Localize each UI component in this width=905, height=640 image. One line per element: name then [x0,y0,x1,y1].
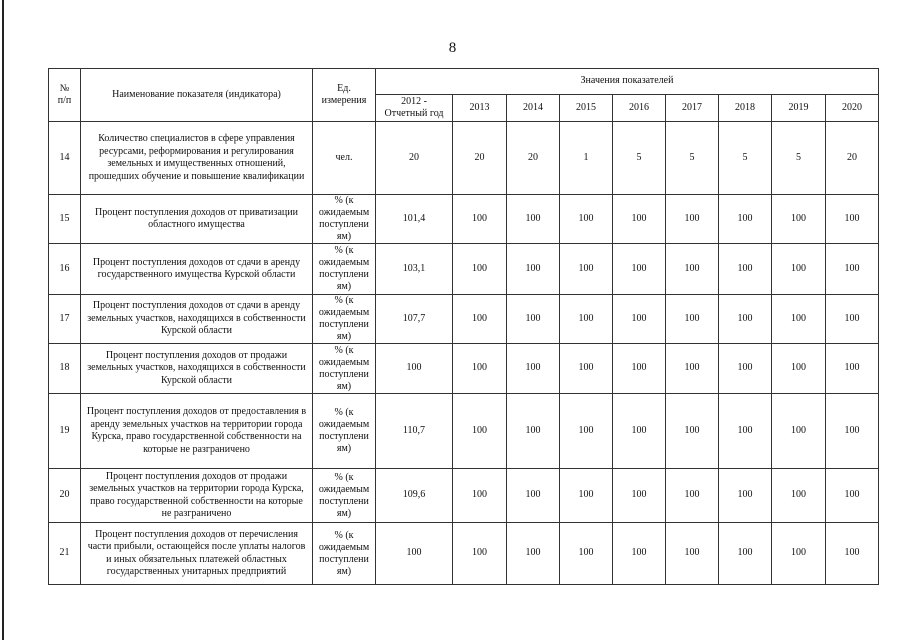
unit-of-measure: % (к ожидаемым поступлени ям) [313,244,376,295]
row-number: 21 [49,523,81,585]
scan-edge-line [2,0,4,640]
value-cell: 100 [666,523,719,585]
value-cell: 100 [719,244,772,295]
value-cell: 100 [613,469,666,523]
value-cell: 20 [376,122,453,195]
value-cell: 100 [772,344,826,394]
indicator-name: Процент поступления доходов от продажи земельных участков на территории города Курска, право государственной собственности на которые не разграничено [81,469,313,523]
value-cell: 100 [826,523,879,585]
value-cell: 110,7 [376,394,453,469]
row-number: 20 [49,469,81,523]
value-cell: 100 [613,344,666,394]
header-num: № п/п [49,69,81,122]
value-cell: 100 [666,469,719,523]
indicator-name: Процент поступления доходов от приватизации областного имущества [81,195,313,244]
unit-of-measure: % (к ожидаемым поступлени ям) [313,195,376,244]
value-cell: 100 [376,344,453,394]
value-cell: 109,6 [376,469,453,523]
value-cell: 100 [826,295,879,344]
value-cell: 100 [613,394,666,469]
value-cell: 100 [613,195,666,244]
unit-of-measure: % (к ожидаемым поступлени ям) [313,344,376,394]
row-number: 15 [49,195,81,244]
header-year: 2017 [666,95,719,122]
value-cell: 100 [826,394,879,469]
value-cell: 100 [719,195,772,244]
value-cell: 20 [507,122,560,195]
value-cell: 5 [666,122,719,195]
value-cell: 100 [666,344,719,394]
header-year: 2018 [719,95,772,122]
table-row [49,344,879,394]
indicator-name: Количество специалистов в сфере управления ресурсами, реформирования и регулирования земельных и имущественных отношений, прошедших обучение и повышение квалификации [81,122,313,195]
table-row [49,523,879,585]
value-cell: 100 [507,244,560,295]
value-cell: 100 [453,244,507,295]
value-cell: 100 [613,295,666,344]
value-cell: 100 [507,469,560,523]
value-cell: 100 [719,295,772,344]
row-number: 18 [49,344,81,394]
value-cell: 100 [453,195,507,244]
header-year: 2012 - Отчетный год [376,95,453,122]
value-cell: 100 [560,344,613,394]
value-cell: 100 [613,244,666,295]
value-cell: 100 [507,523,560,585]
value-cell: 100 [772,244,826,295]
value-cell: 100 [719,469,772,523]
value-cell: 100 [772,295,826,344]
value-cell: 100 [826,469,879,523]
value-cell: 100 [560,244,613,295]
table-row [49,244,879,295]
value-cell: 5 [772,122,826,195]
value-cell: 100 [507,394,560,469]
value-cell: 100 [560,195,613,244]
header-unit: Ед. измерения [313,69,376,122]
value-cell: 100 [453,523,507,585]
value-cell: 100 [719,523,772,585]
value-cell: 20 [826,122,879,195]
table-row [49,394,879,469]
value-cell: 100 [560,523,613,585]
value-cell: 100 [560,469,613,523]
header-year: 2016 [613,95,666,122]
value-cell: 107,7 [376,295,453,344]
row-number: 17 [49,295,81,344]
value-cell: 101,4 [376,195,453,244]
value-cell: 100 [453,295,507,344]
unit-of-measure: чел. [313,122,376,195]
value-cell: 100 [507,295,560,344]
value-cell: 100 [719,344,772,394]
value-cell: 100 [560,394,613,469]
value-cell: 100 [772,469,826,523]
unit-of-measure: % (к ожидаемым поступлени ям) [313,523,376,585]
value-cell: 100 [560,295,613,344]
value-cell: 100 [507,344,560,394]
table-row [49,122,879,195]
table-row [49,195,879,244]
value-cell: 100 [376,523,453,585]
indicator-name: Процент поступления доходов от перечисления части прибыли, остающейся после уплаты налогов и иных обязательных платежей областных государственных унитарных предприятий [81,523,313,585]
value-cell: 103,1 [376,244,453,295]
value-cell: 100 [666,394,719,469]
value-cell: 100 [772,394,826,469]
unit-of-measure: % (к ожидаемым поступлени ям) [313,295,376,344]
indicator-name: Процент поступления доходов от сдачи в аренду государственного имущества Курской области [81,244,313,295]
table-row [49,469,879,523]
page-number: 8 [448,40,457,56]
header-year: 2013 [453,95,507,122]
value-cell: 100 [666,195,719,244]
header-values-group: Значения показателей [376,69,879,95]
value-cell: 100 [613,523,666,585]
value-cell: 100 [826,195,879,244]
value-cell: 100 [666,295,719,344]
value-cell: 1 [560,122,613,195]
value-cell: 100 [453,469,507,523]
row-number: 19 [49,394,81,469]
header-year: 2015 [560,95,613,122]
value-cell: 100 [453,344,507,394]
value-cell: 100 [507,195,560,244]
header-year: 2014 [507,95,560,122]
header-year: 2019 [772,95,826,122]
value-cell: 100 [719,394,772,469]
row-number: 14 [49,122,81,195]
indicators-table [48,68,879,585]
unit-of-measure: % (к ожидаемым поступлени ям) [313,394,376,469]
row-number: 16 [49,244,81,295]
table-row [49,295,879,344]
value-cell: 100 [826,244,879,295]
value-cell: 100 [453,394,507,469]
value-cell: 100 [826,344,879,394]
header-name: Наименование показателя (индикатора) [81,69,313,122]
value-cell: 5 [613,122,666,195]
indicator-name: Процент поступления доходов от сдачи в аренду земельных участков, находящихся в собственности Курской области [81,295,313,344]
header-year: 2020 [826,95,879,122]
value-cell: 100 [666,244,719,295]
indicator-name: Процент поступления доходов от продажи земельных участков, находящихся в собственности Курской области [81,344,313,394]
value-cell: 100 [772,523,826,585]
value-cell: 20 [453,122,507,195]
value-cell: 5 [719,122,772,195]
indicator-name: Процент поступления доходов от предоставления в аренду земельных участков на территории города Курска, право государственной собственности на которые не разграничено [81,394,313,469]
value-cell: 100 [772,195,826,244]
unit-of-measure: % (к ожидаемым поступлени ям) [313,469,376,523]
